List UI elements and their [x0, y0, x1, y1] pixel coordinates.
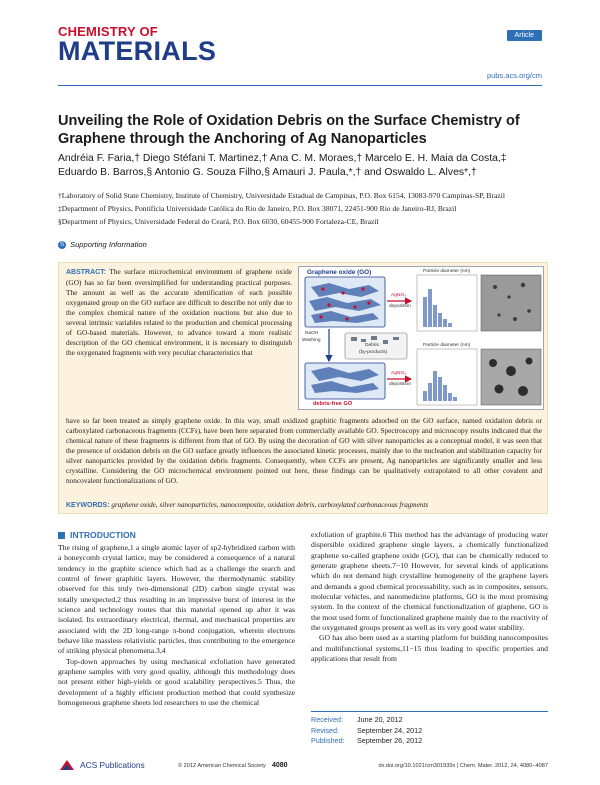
date-received-label: Received: — [311, 715, 343, 724]
toc-debris-label: Debris — [365, 343, 379, 348]
affiliations — [58, 190, 548, 229]
abstract-upper-text: The surface microchemical environment of graphene oxide (GO) has so far been oversimplified for understanding practical purposes. The amount as well as the accurate identification of each possible oxygenated group on the GO surface are difficult to describe not only due to the complex chemical nature of the oxidation reactions but also due to several intrinsic variables related to the production and chemical processing of GO-based materials. However, to advance toward a more realistic description of the GO chemical environment, it is necessary to distinguish the oxygenated fragments with very peculiar characteristics that — [66, 267, 292, 358]
intro-right-para-1: exfoliation of graphite.6 This method has the advantage of producing water dispersible oxidized graphene single layers, a chemically functionalized graphene so-called graphene oxide (GO), that can be chemically reduced to generate graphene sheets.7−10 However, for several kinds of applications which do not demand high crystalline homogeneity of the graphene layers and demands a good chemical processability, such as in composites, sensors, molecular vehicles, and nanomedicine platforms, GO is the most promising system. In the context of the chemical functionalization of graphene, GO is the most used form of functionalized graphene mainly due to the reactivity of the oxygenated groups present as well as its very good water stability. — [311, 530, 548, 633]
publication-dates — [311, 711, 548, 747]
acs-publications-logo[interactable] — [58, 758, 145, 772]
journal-logo-bottom: MATERIALS — [58, 36, 217, 66]
section-marker-icon — [58, 532, 65, 539]
abstract-label: ABSTRACT: — [66, 269, 107, 276]
toc-particle-diameter-1: Particle diameter (nm) — [423, 269, 471, 274]
date-revised-label: Revised: — [311, 725, 339, 735]
article-type-badge: Article — [507, 30, 542, 41]
supporting-info-icon: S — [59, 241, 64, 248]
intro-left-para-2: Top-down approaches by using mechanical exfoliation have generated graphene samples with very good quality, although this methodology does not present either high-yields or good scalability perspectives.5 Thus, the development of a highly efficient production method that could synthesize homogeneous graphene sheets led researchers to use the chemical — [58, 656, 295, 708]
affiliation-2: ‡Department of Physics, Pontifícia Universidade Católica do Rio de Janeiro, P.O. Box 38071, 22451-900 Rio de Janeiro-RJ, Brazil — [58, 204, 457, 213]
author-list: Andréia F. Faria,† Diego Stéfani T. Martinez,† Ana C. M. Moraes,† Marcelo E. H. Maia da Costa,‡ Eduardo B. Barros,§ Antonio G. Souza Filho,§ Amauri J. Paula,*,† and Oswaldo L. Alves*,† — [58, 153, 507, 178]
body-left-column — [58, 530, 295, 709]
abstract-upper — [66, 267, 292, 358]
intro-heading — [58, 530, 295, 540]
toc-ag-label-2: AgNO₃ — [391, 371, 407, 376]
toc-go-label: Graphene oxide (GO) — [307, 269, 372, 276]
journal-url-link[interactable]: pubs.acs.org/cm — [486, 71, 542, 80]
page-footer — [58, 760, 548, 774]
article-title: Unveiling the Role of Oxidation Debris on the Surface Chemistry of Graphene through the Anchoring of Ag Nanoparticles — [58, 113, 520, 147]
intro-left-para-1: The rising of graphene,1 a single atomic layer of sp2-hybridized carbon with a honeycomb crystal lattice, may be considered a consequence of a natural tendency in the graphite science which had as a challenge the search and control of fewer graphitic layers. However, the thermodynamic stability observed for this truly two-dimensional (2D) carbon single crystal was totally unexpected,2 thus resulting in an impressive burst of interest in the science and technology routes that this material opened up after it was isolated. Its extraordinary electrical, thermal, and mechanical properties are associated with the 2D long-range π-bond conjugation, wherein electrons behave like massless relativistic particles, thus contributing to the emergence of striking physical phenomena.3,4 — [58, 543, 295, 656]
copyright-notice: © 2012 American Chemical Society — [178, 763, 266, 769]
body-right-column — [311, 530, 548, 664]
date-published — [311, 736, 548, 747]
toc-graphic[interactable] — [298, 266, 544, 410]
supporting-info-link[interactable] — [58, 240, 147, 249]
doi-citation-link[interactable]: dx.doi.org/10.1021/cm301939x | Chem. Mater. 2012, 24, 4080−4087 — [378, 763, 548, 769]
toc-particle-diameter-2: Particle diameter (nm) — [423, 343, 471, 348]
affiliation-1: †Laboratory of Solid State Chemistry, Institute of Chemistry, Universidade Estadual de Campinas, P.O. Box 6154, 13083-970 Campinas-SP, Brazil — [58, 191, 505, 200]
header-divider — [58, 85, 542, 86]
toc-deposition-1: deposition — [389, 304, 411, 309]
page-number: 4080 — [272, 762, 288, 769]
date-published-value: September 26, 2012 — [357, 736, 423, 746]
keywords — [66, 500, 542, 511]
acs-logo-icon — [58, 758, 76, 772]
toc-deposition-2: deposition — [389, 382, 411, 387]
date-published-label: Published: — [311, 736, 345, 746]
keywords-label: KEYWORDS: — [66, 502, 110, 509]
journal-logo[interactable] — [58, 25, 228, 64]
affiliation-3: §Department of Physics, Universidade Federal do Ceará, P.O. Box 6030, 60455-900 Fortaleza-CE, Brazil — [58, 217, 379, 226]
toc-debris-free-label: debris-free GO — [313, 401, 353, 407]
date-revised-value: September 24, 2012 — [357, 725, 423, 735]
supporting-info-label: Supporting Information — [70, 240, 147, 249]
keywords-values: graphene oxide, silver nanoparticles, nanocomposite, oxidation debris, carboxylated carbonaceous fragments — [111, 501, 429, 509]
date-received — [311, 715, 548, 726]
acs-publisher-label: ACS Publications — [80, 760, 145, 770]
toc-byproducts-label: (by-products) — [359, 350, 388, 355]
intro-heading-label: INTRODUCTION — [70, 530, 136, 540]
journal-logo-top: CHEMISTRY OF — [58, 24, 158, 39]
toc-ag-label-1: AgNO₃ — [391, 293, 407, 298]
date-revised — [311, 726, 548, 737]
abstract-lower-text: have so far been treated as simply graphene oxide. In this way, small oxidized graphitic fragments adsorbed on the GO surface, named oxidation debris or carboxylated carbonaceous fragments (CCFs), have been here separated from commercially available GO. Spectroscopy and microscopy results indicated that the chemical nature of these fragments is different from that of GO. By using the decoration of GO with silver nanoparticles as a conceptual model, it was seen that the presence of oxidation debris on the GO surface greatly influences the associated kinetic processes, mainly due to the nucleation and stabilization capacity for silver nanoparticles provided by the oxidation debris fragments. Consequently, when CCFs are present, Ag nanoparticles are significantly smaller and less crystalline. Considering the GO microchemical environment pointed out here, these findings can be qualitatively extrapolated to all other covalent and noncovalent functionalizations of GO. — [66, 416, 542, 486]
toc-washing-label: Washing — [302, 338, 321, 343]
date-received-value: June 20, 2012 — [357, 715, 403, 724]
toc-illustration — [299, 267, 545, 411]
intro-right-para-2: GO has also been used as a starting platform for building nanocomposites and multifunctional systems,11−15 thus leading to specific properties and applications that result from — [311, 633, 548, 664]
toc-naoh-label: NaOH — [305, 331, 319, 336]
